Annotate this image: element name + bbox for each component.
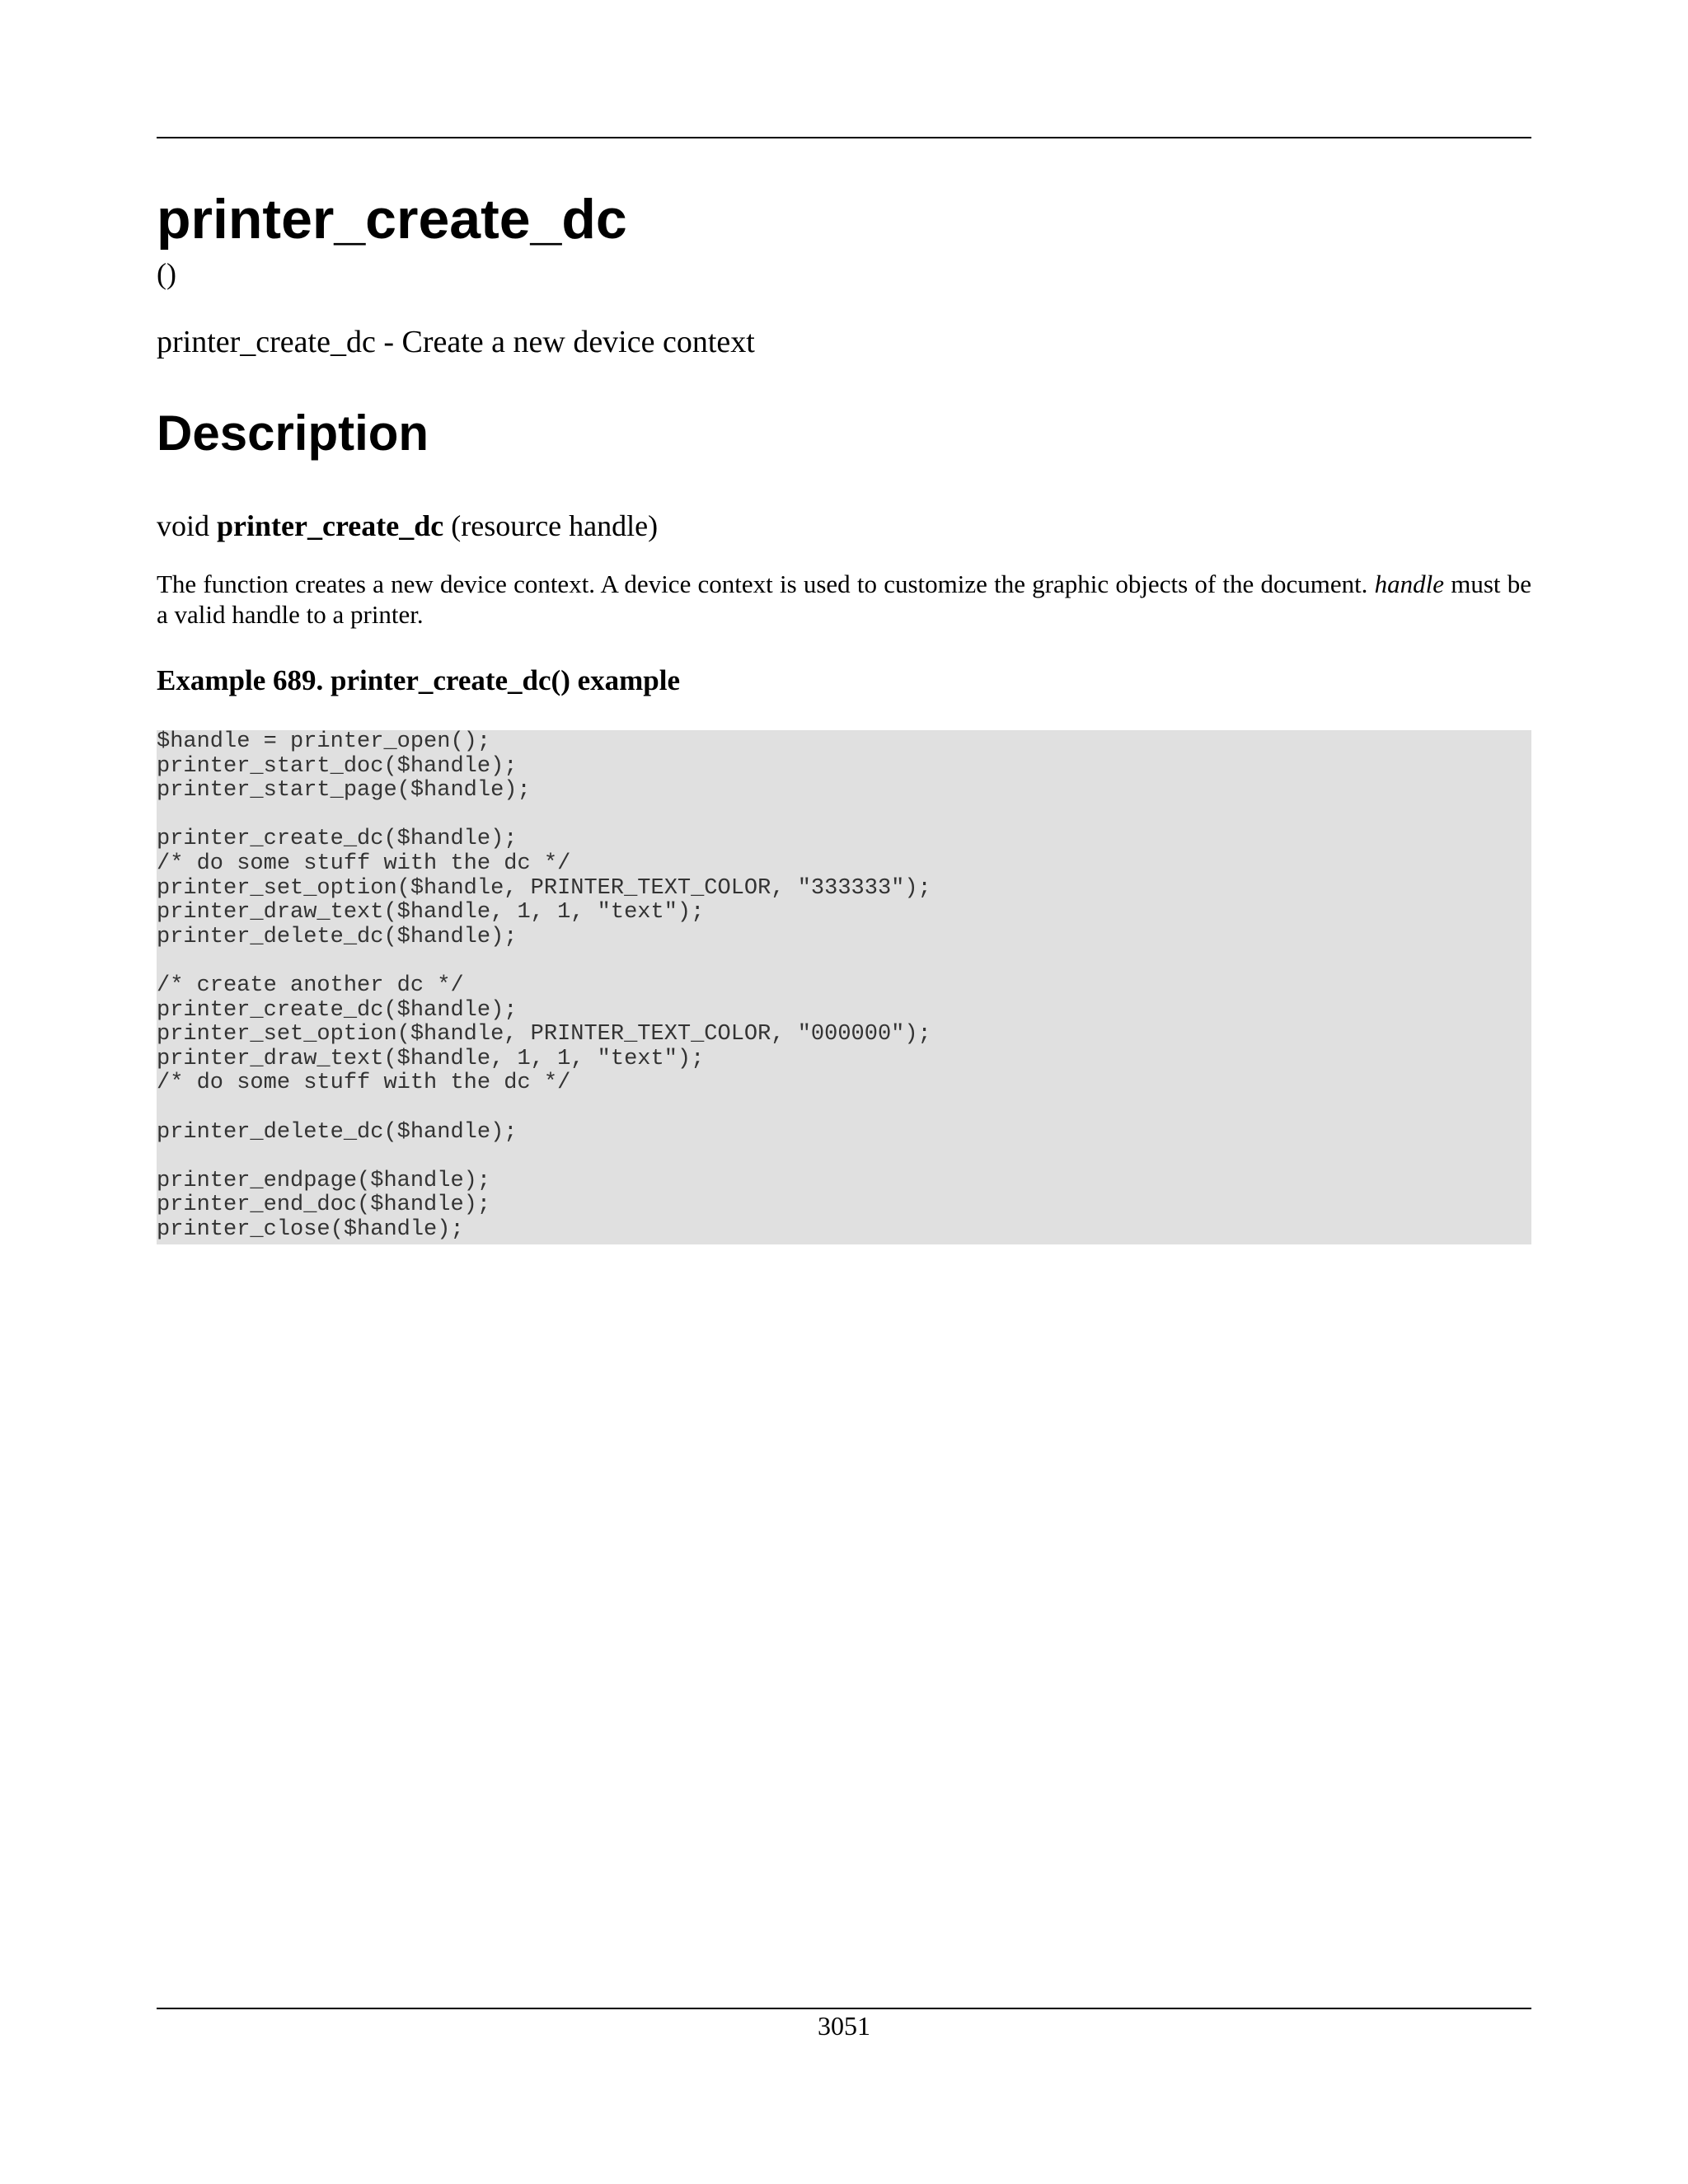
function-parens: () [157,257,176,290]
code-line: printer_create_dc($handle); [157,997,518,1023]
example-title: Example 689. printer_create_dc() example [157,664,681,696]
code-line: /* do some stuff with the dc */ [157,851,571,876]
code-line: printer_create_dc($handle); [157,827,518,852]
description-text: The function creates a new device context. A device context is used to customize the graphic objects of the document. [157,569,1368,598]
code-line: printer_set_option($handle, PRINTER_TEXT_COLOR, "000000"); [157,1022,931,1047]
code-line: printer_draw_text($handle, 1, 1, "text"); [157,1046,705,1071]
code-line: printer_set_option($handle, PRINTER_TEXT_COLOR, "333333"); [157,875,931,901]
page-title: printer_create_dc [157,188,627,251]
code-line [157,949,1531,974]
page-number: 3051 [818,2011,870,2041]
description-param-name: handle [1374,569,1445,598]
code-line [157,1145,1531,1169]
code-line: printer_delete_dc($handle); [157,924,518,949]
description-param-text: must be a valid handle to a printer. [157,569,1532,629]
code-line [157,804,1531,828]
code-line: printer_delete_dc($handle); [157,1119,518,1145]
code-line: printer_close($handle); [157,1216,464,1242]
code-line: /* do some stuff with the dc */ [157,1071,571,1096]
description-paragraph [157,569,1531,630]
code-example-block [157,730,1531,1244]
code-line [157,1096,1531,1121]
function-purpose: printer_create_dc - Create a new device context [157,325,755,359]
top-rule [157,137,1531,138]
synopsis-function-name: printer_create_dc [217,509,444,542]
section-heading-description: Description [157,405,429,461]
code-line: /* create another dc */ [157,972,464,998]
code-line: printer_end_doc($handle); [157,1193,491,1218]
synopsis-return-type: void [157,509,210,542]
function-synopsis [157,508,658,544]
code-line: printer_draw_text($handle, 1, 1, "text"); [157,900,705,926]
code-line: $handle = printer_open(); [157,729,491,754]
code-line: printer_start_page($handle); [157,778,531,804]
synopsis-params: (resource handle) [451,509,659,542]
code-line: printer_start_doc($handle); [157,753,518,779]
code-line: printer_endpage($handle); [157,1168,491,1193]
